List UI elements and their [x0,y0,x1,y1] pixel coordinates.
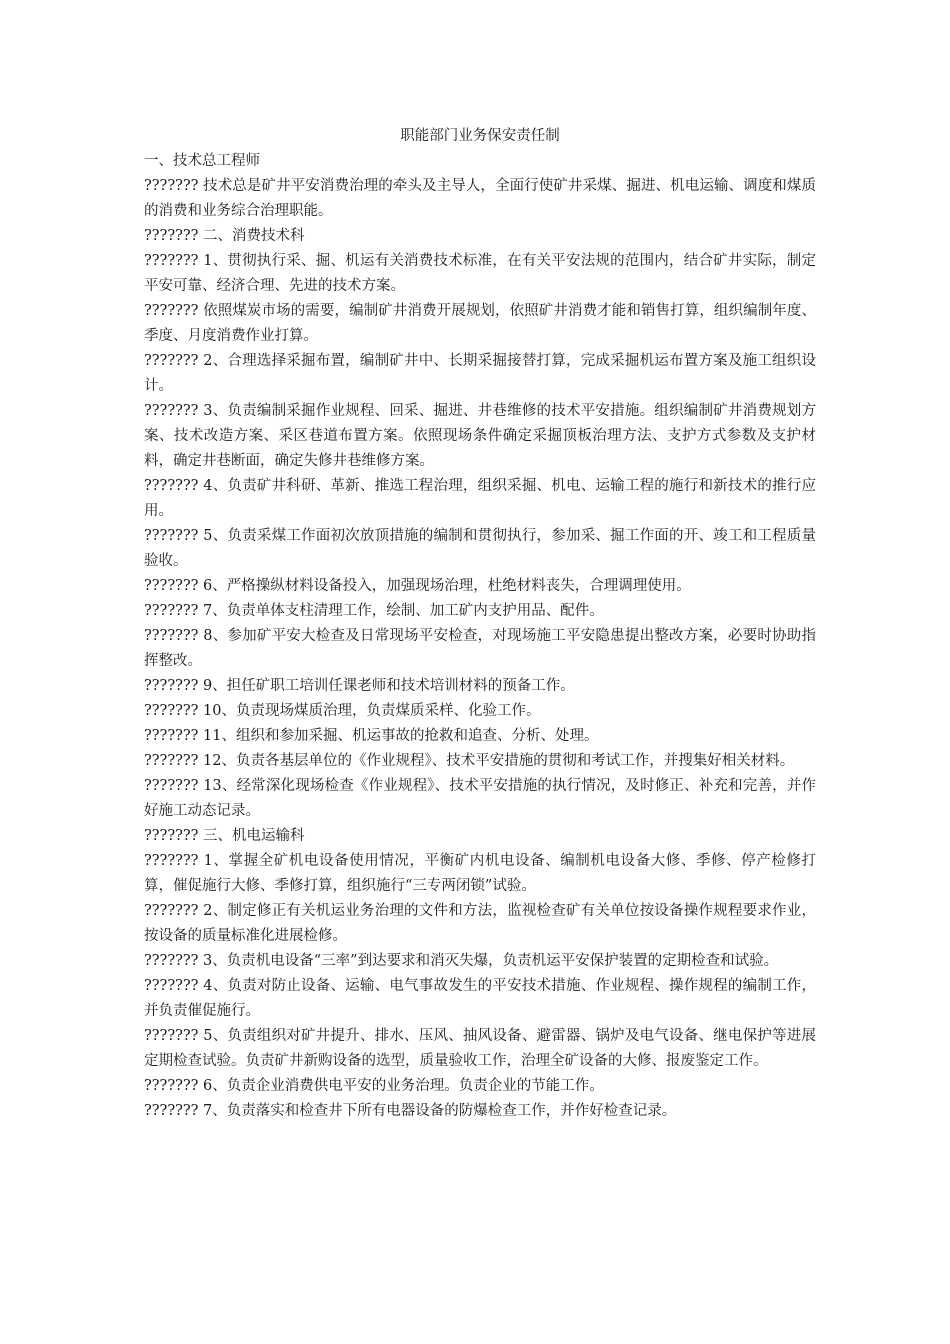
paragraph: ??????? 5、负责组织对矿井提升、排水、压风、抽风设备、避雷器、锅炉及电气设备、继电保护等进展定期检查试验。负责矿井新购设备的选型，质量验收工作，治理全矿设备的大修、报废鉴定工作。 [144,1028,816,1069]
paragraph: ??????? 3、负责编制采掘作业规程、回采、掘进、井巷维修的技术平安措施。组织编制矿井消费规划方案、技术改造方案、采区巷道布置方案。依照现场条件确定采掘顶板治理方法、支护方式参数及支护材料，确定井巷断面，确定失修井巷维修方案。 [144,403,816,469]
paragraph: ??????? 1、掌握全矿机电设备使用情况，平衡矿内机电设备、编制机电设备大修、季修、停产检修打算，催促施行大修、季修打算，组织施行“三专两闭锁”试验。 [144,853,816,894]
paragraph: ??????? 6、严格操纵材料设备投入，加强现场治理，杜绝材料丧失，合理调理使用。 [144,578,691,594]
paragraph: ??????? 9、担任矿职工培训任课老师和技术培训材料的预备工作。 [144,678,575,694]
document-body [144,124,816,1124]
paragraph: ??????? 依照煤炭市场的需要，编制矿井消费开展规划，依照矿井消费才能和销售打算，组织编制年度、季度、月度消费作业打算。 [144,303,816,344]
paragraph: ??????? 3、负责机电设备“三率”到达要求和消灭失爆，负责机运平安保护装置的定期检查和试验。 [144,953,779,969]
paragraph: ??????? 5、负责采煤工作面初次放顶措施的编制和贯彻执行，参加采、掘工作面的开、竣工和工程质量验收。 [144,528,816,569]
document-title: 职能部门业务保安责任制 [400,128,560,144]
paragraph: ??????? 技术总是矿井平安消费治理的牵头及主导人，全面行使矿井采煤、掘进、机电运输、调度和煤质的消费和业务综合治理职能。 [144,178,816,219]
paragraph: ??????? 2、制定修正有关机运业务治理的文件和方法，监视检查矿有关单位按设备操作规程要求作业，按设备的质量标准化进展检修。 [144,903,816,944]
paragraph: ??????? 1、贯彻执行采、掘、机运有关消费技术标准，在有关平安法规的范围内，结合矿井实际，制定平安可靠、经济合理、先进的技术方案。 [144,253,816,294]
paragraph: ??????? 4、负责矿井科研、革新、推选工程治理，组织采掘、机电、运输工程的施行和新技术的推行应用。 [144,478,816,519]
paragraph: ??????? 二、消费技术科 [144,228,305,244]
paragraph: ??????? 10、负责现场煤质治理，负责煤质采样、化验工作。 [144,703,541,719]
paragraph: ??????? 8、参加矿平安大检查及日常现场平安检查，对现场施工平安隐患提出整改方案，必要时协助指挥整改。 [144,628,816,669]
paragraph: ??????? 7、负责单体支柱清理工作，绘制、加工矿内支护用品、配件。 [144,603,604,619]
paragraph: ??????? 12、负责各基层单位的《作业规程》、技术平安措施的贯彻和考试工作，并搜集好相关材料。 [144,753,795,769]
paragraph: 一、技术总工程师 [144,153,260,169]
paragraph: ??????? 4、负责对防止设备、运输、电气事故发生的平安技术措施、作业规程、操作规程的编制工作，并负责催促施行。 [144,978,816,1019]
paragraph: ??????? 2、合理选择采掘布置，编制矿井中、长期采掘接替打算，完成采掘机运布置方案及施工组织设计。 [144,353,816,394]
paragraph: ??????? 7、负责落实和检查井下所有电器设备的防爆检查工作，并作好检查记录。 [144,1103,677,1119]
paragraph: ??????? 三、机电运输科 [144,828,305,844]
paragraph: ??????? 6、负责企业消费供电平安的业务治理。负责企业的节能工作。 [144,1078,604,1094]
paragraph: ??????? 13、经常深化现场检查《作业规程》、技术平安措施的执行情况，及时修正、补充和完善，并作好施工动态记录。 [144,778,816,819]
paragraph: ??????? 11、组织和参加采掘、机运事故的抢救和追查、分析、处理。 [144,728,599,744]
